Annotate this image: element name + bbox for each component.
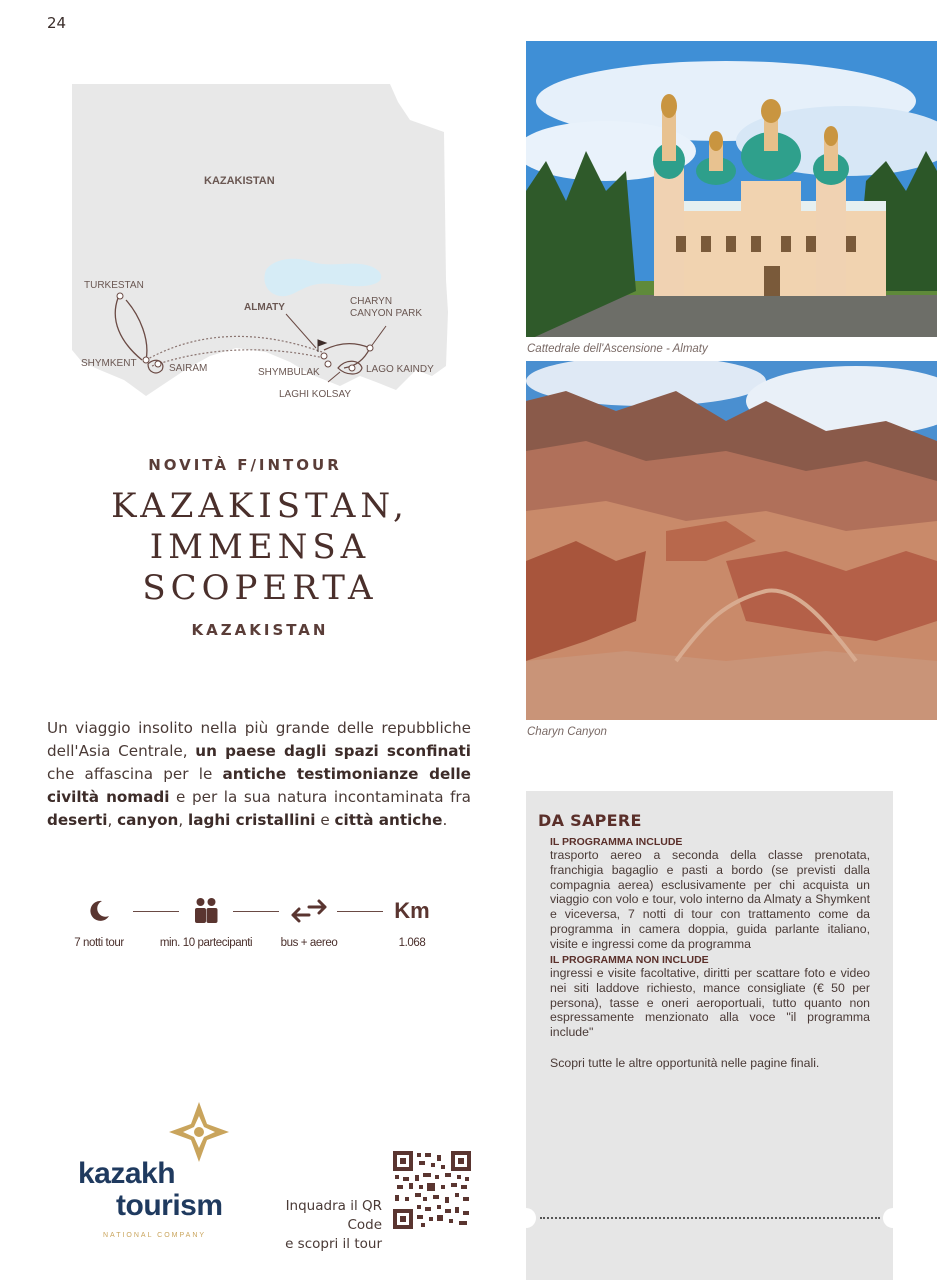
ticket-notch-left — [516, 1208, 536, 1228]
canyon-illustration — [526, 361, 937, 720]
label-turkestan: TURKESTAN — [84, 280, 144, 291]
label-shymkent: SHYMKENT — [81, 358, 137, 369]
label-lago-kaindy: LAGO KAINDY — [366, 364, 434, 375]
label-sairam: SAIRAM — [169, 363, 208, 374]
caption-canyon: Charyn Canyon — [527, 726, 607, 738]
qr-line-2: e scopri il tour — [285, 1236, 382, 1252]
photo-charyn-canyon — [526, 361, 937, 720]
intro-paragraph — [47, 717, 471, 832]
map-country-label: KAZAKISTAN — [204, 175, 275, 187]
info-box-da-sapere — [526, 791, 893, 1280]
cathedral-illustration — [526, 41, 937, 337]
fact-distance-label: 1.068 — [398, 937, 426, 949]
kicker-novita: NOVITÀ F/INTOUR — [148, 456, 342, 474]
exclude-heading: IL PROGRAMMA NON INCLUDE — [550, 954, 709, 966]
page-title — [0, 486, 520, 609]
intro-bold: deserti — [47, 811, 108, 829]
photo-cathedral — [526, 41, 937, 337]
kazakh-tourism-logo — [78, 1158, 223, 1222]
km-icon: Km — [394, 898, 430, 923]
qr-instructions — [248, 1197, 382, 1254]
people-icon — [193, 897, 219, 925]
kazakh-tourism-ornament-icon — [167, 1100, 231, 1164]
fact-nights-label: 7 notti tour — [74, 937, 124, 949]
intro-bold: un paese dagli spazi sconfinati — [195, 742, 471, 760]
intro-bold: città antiche — [334, 811, 443, 829]
include-heading: IL PROGRAMMA INCLUDE — [550, 836, 683, 848]
include-text: trasporto aereo a seconda della classe prenotata, franchigia bagaglio e pasti a bordo (se previsti dalla compagnia aerea) esclusivamente per chi acquista un viaggio con volo e tour, volo interno da Almaty a Shymkent e viceversa, 7 notti di tour con trattamento come da programma in camera doppia, guida parlante italiano, visite e ingressi come da programma — [550, 848, 870, 951]
logo-subtitle: NATIONAL COMPANY — [103, 1232, 207, 1239]
fact-distance — [362, 893, 462, 949]
transport-arrows-icon — [289, 897, 329, 925]
page-number: 24 — [47, 14, 67, 32]
logo-line-1: kazakh — [78, 1157, 176, 1190]
label-almaty: ALMATY — [244, 302, 285, 313]
fact-transport-label: bus + aereo — [280, 937, 338, 949]
intro-text: Un viaggio insolito nella più grande delle repubbliche dell'Asia Centrale, — [47, 719, 471, 760]
destination-subtitle: KAZAKISTAN — [191, 621, 329, 639]
tour-facts — [65, 893, 445, 963]
label-charyn-1: CHARYN — [350, 296, 393, 307]
intro-bold: laghi cristallini — [188, 811, 316, 829]
exclude-section — [550, 954, 870, 1040]
more-opportunities: Scopri tutte le altre opportunità nelle pagine finali. — [550, 1056, 820, 1070]
fact-participants — [156, 893, 256, 949]
qr-code[interactable] — [393, 1151, 471, 1229]
perforation-line — [540, 1217, 880, 1219]
label-laghi-kolsay: LAGHI KOLSAY — [279, 389, 352, 400]
point-sairam — [155, 361, 161, 367]
point-almaty — [321, 353, 327, 359]
title-line-1: KAZAKISTAN, — [111, 486, 409, 526]
label-charyn-2: CANYON PARK — [350, 308, 423, 319]
route-map — [60, 80, 460, 410]
intro-text: . — [442, 811, 448, 829]
fact-transport — [259, 893, 359, 949]
info-title: DA SAPERE — [538, 811, 642, 830]
intro-text: che affascina per le — [47, 765, 223, 783]
intro-text: , — [178, 811, 188, 829]
intro-text: e — [315, 811, 335, 829]
exclude-text: ingressi e visite facoltative, diritti per scattare foto e video nei siti laddove richiesto, mance consigliate (€ 50 per persona), tasse e oneri aeroportuali, tutto quanto non espressamente menzionato alla voce "il programma include" — [550, 966, 870, 1040]
ticket-notch-right — [883, 1208, 903, 1228]
label-shymbulak: SHYMBULAK — [258, 367, 320, 378]
intro-text: , — [107, 811, 118, 829]
fact-nights — [49, 893, 149, 949]
title-line-3: SCOPERTA — [142, 568, 378, 608]
fact-participants-label: min. 10 partecipanti — [159, 937, 253, 949]
moon-icon — [86, 898, 112, 924]
map-land — [72, 84, 448, 396]
qr-line-1: Inquadra il QR Code — [285, 1198, 382, 1233]
intro-bold: antiche testimonianze delle civiltà nomadi — [47, 765, 471, 806]
point-shymkent — [143, 357, 149, 363]
title-line-2: IMMENSA — [149, 527, 371, 567]
point-shymbulak — [325, 361, 331, 367]
point-turkestan — [117, 293, 123, 299]
intro-text: e per la sua natura incontaminata fra — [169, 788, 471, 806]
include-section — [550, 836, 870, 952]
caption-cathedral: Cattedrale dell'Ascensione - Almaty — [527, 343, 708, 355]
intro-bold: canyon — [117, 811, 179, 829]
point-charyn — [367, 345, 373, 351]
point-kaindy — [349, 365, 355, 371]
logo-line-2: tourism — [116, 1189, 223, 1222]
